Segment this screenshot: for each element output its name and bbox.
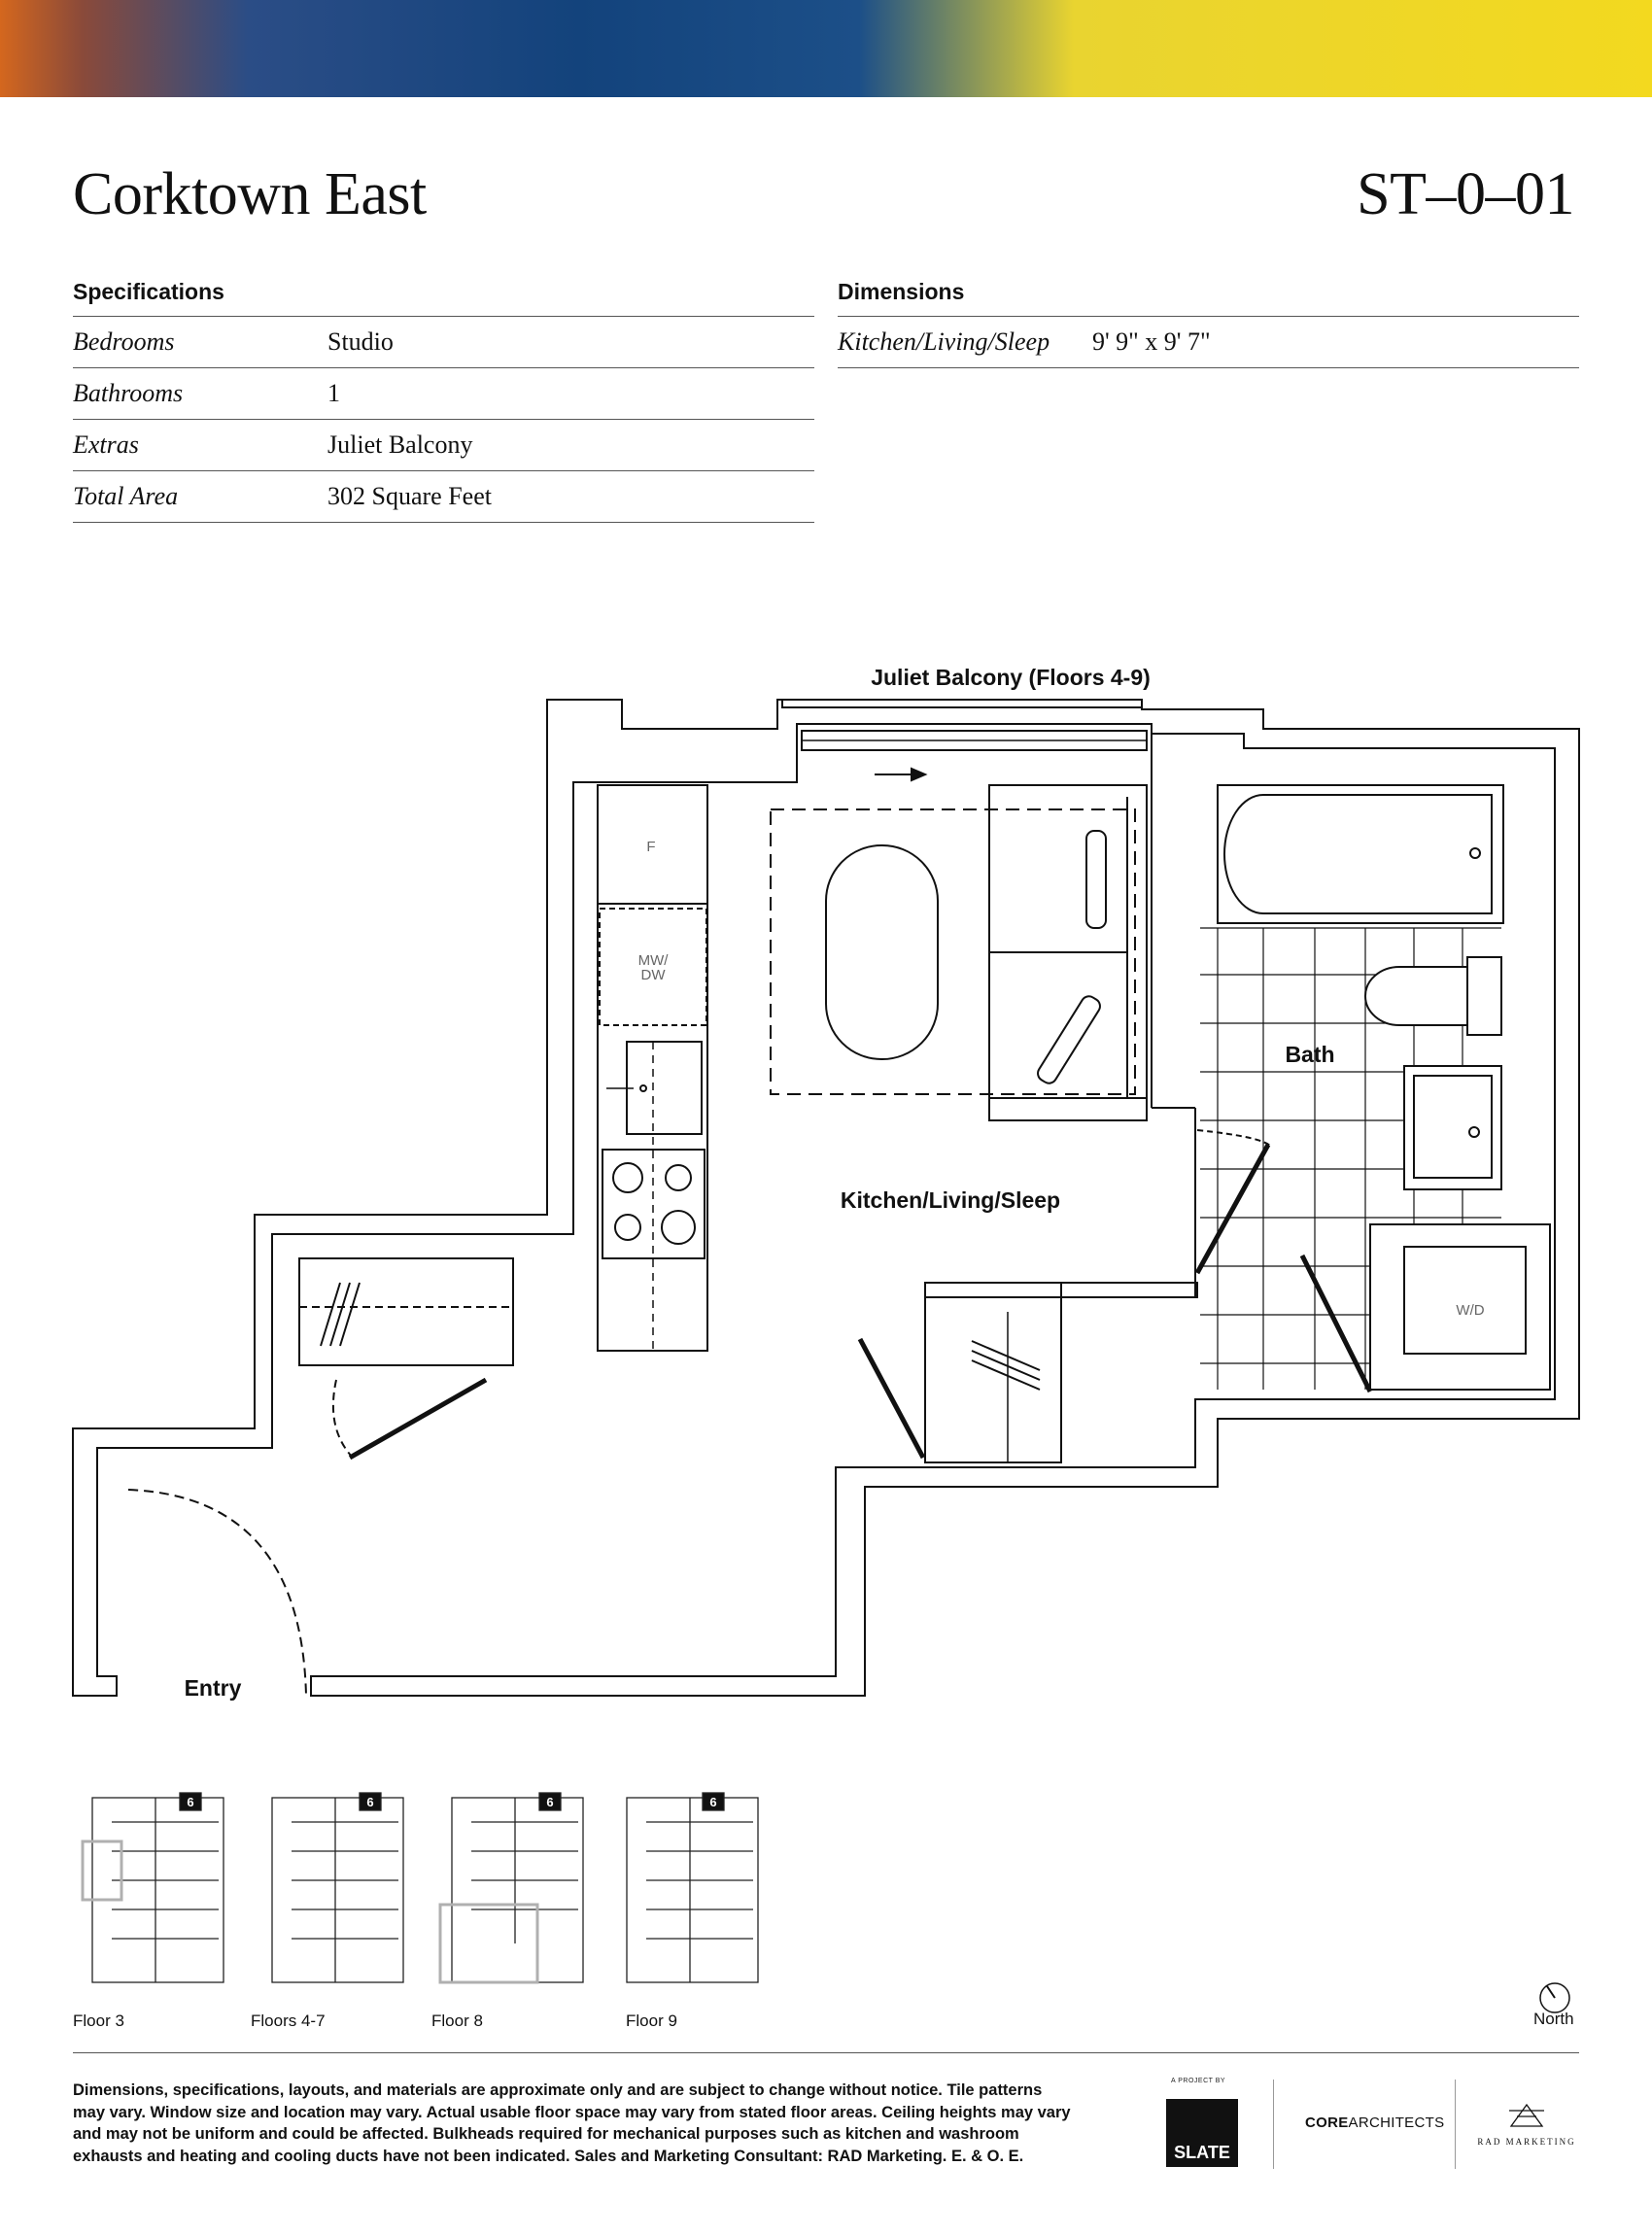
key-plan-outline: [452, 1798, 583, 1982]
linen-hangers: [972, 1341, 1040, 1390]
closet-door: [350, 1380, 486, 1458]
spec-label: Total Area: [73, 482, 179, 510]
key-plan-label: Floor 9: [626, 2012, 677, 2030]
key-plan-floor-8: [440, 1793, 583, 1982]
bathtub: [1218, 785, 1503, 923]
room-label: Kitchen/Living/Sleep: [840, 1187, 1061, 1213]
slate-logo: [1166, 2099, 1238, 2167]
spec-row-bedrooms: [73, 317, 814, 368]
core-bold: CORE: [1305, 2115, 1349, 2131]
specifications-table: [73, 277, 814, 523]
spec-row-bathrooms: [73, 368, 814, 420]
cushion: [1035, 993, 1103, 1085]
unit-number: 6: [709, 1795, 717, 1809]
tub-drain: [1470, 848, 1480, 858]
entry-label: Entry: [184, 1675, 242, 1701]
unit-number: 6: [546, 1795, 554, 1809]
spec-value: 302 Square Feet: [327, 482, 492, 510]
dimensions-heading: Dimensions: [838, 277, 1579, 317]
floor-plan: [0, 622, 1652, 1720]
cushion: [1086, 831, 1106, 928]
hanger-lines: [321, 1283, 360, 1346]
entry-door-swing: [333, 1380, 353, 1458]
sink-drain: [640, 1085, 646, 1091]
key-plans: [0, 1788, 875, 2041]
toilet-tank: [1467, 957, 1501, 1035]
core-architects-logo: [1305, 2115, 1444, 2131]
key-plan-label: Floor 3: [73, 2012, 124, 2030]
rad-text: RAD MARKETING: [1477, 2137, 1576, 2147]
burner: [662, 1211, 695, 1244]
key-plan-floor-3: [83, 1793, 224, 1982]
spec-row-extras: [73, 420, 814, 471]
key-plan-label: Floors 4-7: [251, 2012, 326, 2030]
vanity-basin: [1414, 1076, 1492, 1178]
linen-closet: [925, 1283, 1061, 1462]
spec-label: Extras: [73, 430, 139, 459]
key-plan-outline: [627, 1798, 758, 1982]
rad-emblem-icon: [1507, 2099, 1546, 2130]
spec-value: Juliet Balcony: [327, 430, 473, 459]
burner: [615, 1215, 640, 1240]
main-door-swing: [128, 1490, 306, 1696]
spec-label: Bedrooms: [73, 327, 175, 356]
key-plan-outline: [92, 1798, 224, 1982]
burner: [613, 1163, 642, 1192]
logo-divider: [1273, 2080, 1274, 2169]
dw-label: DW: [640, 967, 666, 983]
slate-text: SLATE: [1174, 2143, 1230, 2162]
washer-dryer-inner: [1404, 1247, 1526, 1354]
key-plan-outline: [272, 1798, 403, 1982]
juliet-balcony-rail: [782, 700, 1142, 707]
sink: [627, 1042, 702, 1134]
unit-number: 6: [187, 1795, 194, 1809]
dining-table: [826, 845, 938, 1059]
bath-door: [1197, 1145, 1268, 1273]
footer-divider: [73, 2052, 1579, 2053]
key-plan-highlight: [83, 1841, 121, 1900]
dim-label: Kitchen/Living/Sleep: [838, 327, 1050, 356]
key-plan-floor-9: [627, 1793, 758, 1982]
specifications-heading: Specifications: [73, 277, 814, 317]
dim-row-kitchen-living-sleep: [838, 317, 1579, 368]
spec-label: Bathrooms: [73, 379, 184, 407]
project-by-label: A PROJECT BY: [1171, 2078, 1226, 2084]
spec-row-total-area: [73, 471, 814, 523]
spec-value: Studio: [327, 327, 394, 356]
dim-value: 9' 9" x 9' 7": [1092, 327, 1211, 356]
fridge-label: F: [646, 839, 656, 855]
unit-code: ST–0–01: [1357, 161, 1574, 227]
linen-door: [860, 1339, 923, 1458]
key-plan-label: Floor 8: [431, 2012, 483, 2030]
bath-door-swing: [1197, 1130, 1271, 1147]
laundry-door: [1302, 1255, 1370, 1392]
key-plan-highlight: [440, 1905, 537, 1982]
mw-label: MW/: [637, 952, 669, 969]
logo-divider: [1455, 2080, 1456, 2169]
slide-arrowhead: [912, 769, 925, 780]
outer-wall: [73, 700, 1579, 1696]
project-title: Corktown East: [73, 161, 427, 227]
core-rest: ARCHITECTS: [1348, 2115, 1445, 2131]
north-label: North: [1533, 2010, 1574, 2028]
spec-value: 1: [327, 379, 340, 407]
gradient-header-band: [0, 0, 1652, 97]
bath-label: Bath: [1285, 1042, 1335, 1067]
burner: [666, 1165, 691, 1190]
rad-marketing-logo: [1472, 2099, 1581, 2147]
key-plan-floors-4-7: [272, 1793, 403, 1982]
dimensions-table: [838, 277, 1579, 368]
toilet-bowl: [1365, 967, 1467, 1025]
tub-inner: [1224, 795, 1492, 913]
unit-number: 6: [366, 1795, 374, 1809]
balcony-label: Juliet Balcony (Floors 4-9): [871, 665, 1151, 690]
disclaimer-text: Dimensions, specifications, layouts, and materials are approximate only and are subject to change without notice. Tile patterns may vary. Window size and location may vary. Actual usable floor space may vary from stated floor areas. Ceiling heights may vary and may not be uniform and could be affected. Bulkheads required for mechanical purposes such as kitchen and washroom exhausts and heating and cooling ducts have not been indicated. Sales and Marketing Consultant: RAD Marketing. E. & O. E.: [73, 2081, 1071, 2165]
wd-label: W/D: [1456, 1302, 1485, 1319]
